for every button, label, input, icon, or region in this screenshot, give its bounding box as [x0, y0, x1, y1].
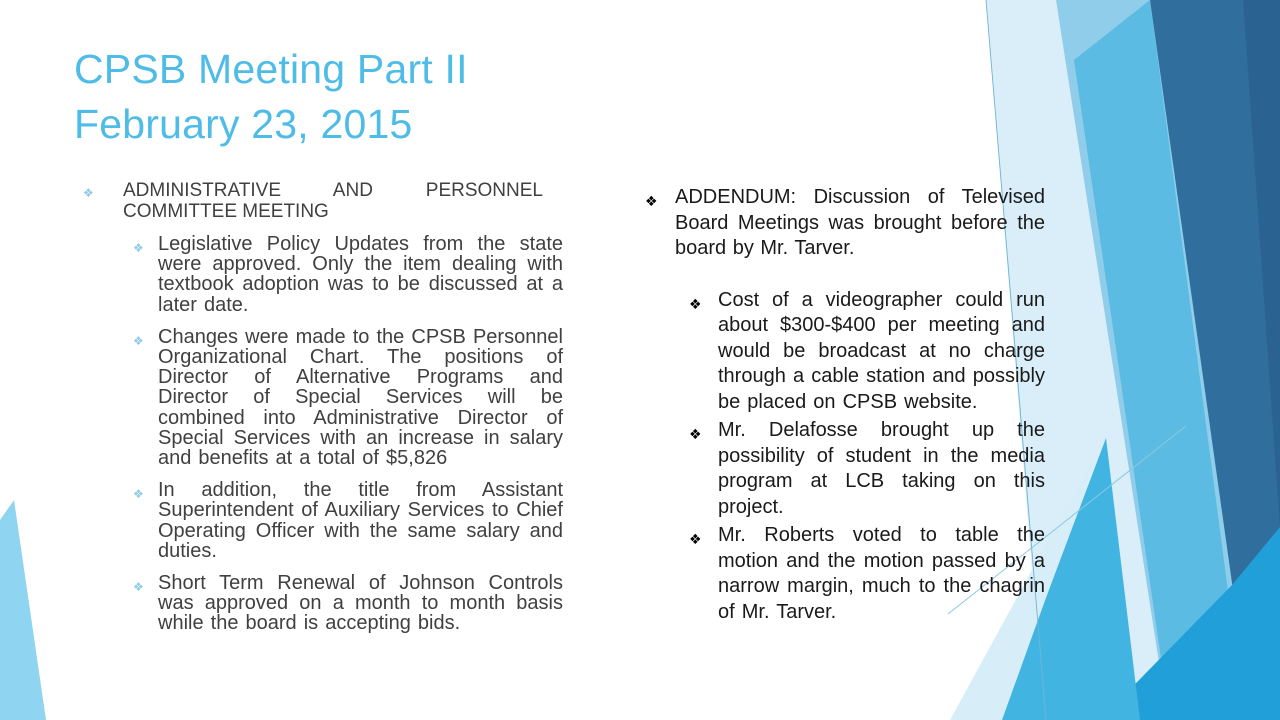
left-heading-text: ADMINISTRATIVE AND PERSONNEL COMMITTEE MEETING — [123, 180, 543, 222]
diamond-bullet-icon: ❖ — [133, 580, 144, 595]
diamond-bullet-icon: ❖ — [689, 295, 702, 312]
list-item-text: Mr. Roberts voted to table the motion and the motion passed by a narrow margin, much to the chagrin of Mr. Tarver. — [718, 524, 1045, 623]
list-item — [689, 523, 1045, 625]
diamond-bullet-icon: ❖ — [689, 531, 702, 547]
right-text-column — [645, 185, 1045, 625]
list-item-text: Changes were made to the CPSB Personnel Organizational Chart. The positions of Director of Alternative Programs and Director of Special Services will be combined into Administrative Director of Special Services with an increase in salary and benefits at a total of $5,826 — [158, 325, 563, 470]
diamond-bullet-icon: ❖ — [133, 333, 144, 348]
list-item-text: Short Term Renewal of Johnson Controls was approved on a month to month basis while the board is accepting bids. — [158, 572, 563, 635]
list-item — [689, 288, 1045, 416]
diamond-bullet-icon: ❖ — [133, 487, 144, 502]
right-heading-item — [645, 185, 1045, 262]
slide-title — [74, 42, 468, 152]
list-item — [133, 327, 563, 468]
left-text-column — [75, 180, 563, 634]
diamond-bullet-icon: ❖ — [645, 193, 658, 209]
right-heading-text: ADDENDUM: Discussion of Televised Board Meetings was brought before the board by Mr. Tarver. — [675, 186, 1045, 259]
list-item-text: Legislative Policy Updates from the state were approved. Only the item dealing with textbook adoption was to be discussed at a later date. — [158, 233, 563, 316]
slide-title-line-1: CPSB Meeting Part II — [74, 46, 468, 92]
diamond-bullet-icon: ❖ — [83, 186, 94, 200]
decor-bottom-left-wedge-icon — [0, 500, 46, 720]
list-item-text: In addition, the title from Assistant Superintendent of Auxiliary Services to Chief Operating Officer with the same salary and duties. — [158, 479, 563, 562]
list-item — [133, 480, 563, 561]
diamond-bullet-icon: ❖ — [133, 241, 144, 255]
list-item-text: Mr. Delafosse brought up the possibility of student in the media program at LCB taking on this project. — [718, 419, 1045, 518]
diamond-bullet-icon: ❖ — [689, 426, 702, 442]
list-item — [133, 234, 563, 315]
list-item-text: Cost of a videographer could run about $300-$400 per meeting and would be broadcast at no charge through a cable station and possibly be placed on CPSB website. — [718, 288, 1045, 413]
list-item — [133, 573, 563, 634]
left-heading-item — [75, 180, 563, 222]
list-item — [689, 418, 1045, 520]
slide-title-line-2: February 23, 2015 — [74, 101, 413, 147]
